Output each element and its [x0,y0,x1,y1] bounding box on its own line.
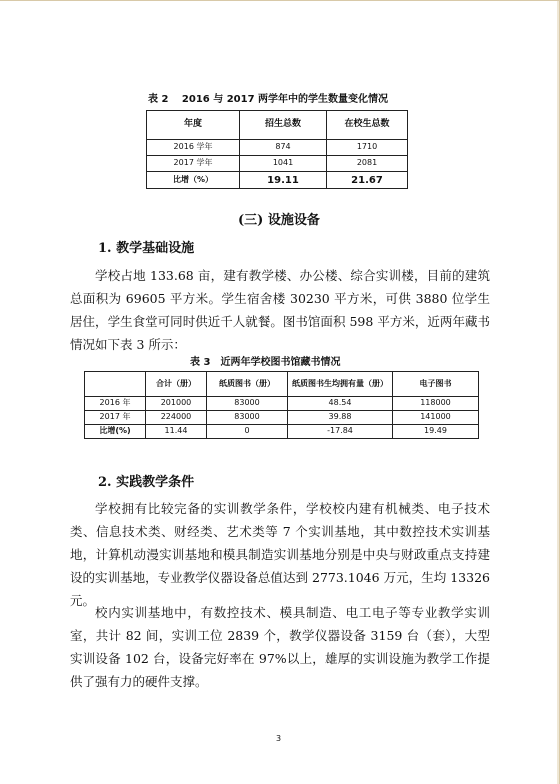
table-cell: 48.54 [288,397,393,411]
header-cell: 电子图书 [393,372,479,397]
table-cell: 2016 年 [85,397,146,411]
table-cell: 比增(%) [85,425,146,439]
table3-caption: 表 3 近两年学校图书馆藏书情况 [190,357,341,368]
table-cell: 83000 [207,397,288,411]
table-row [147,156,408,172]
table-cell: 1041 [240,156,327,172]
table-cell: 2017 学年 [147,156,240,172]
paragraph: 学校占地 133.68 亩，建有教学楼、办公楼、综合实训楼，目前的建筑总面积为 69605 平方米。学生宿舍楼 30230 平方米，可供 3880 位学生居住，学生食堂可同时供近千人就餐。图书馆面积 598 平方米，近两年藏书情况如下表 3 所示： [70,268,490,352]
table-row [85,411,479,425]
table-cell: 比增（%） [147,172,240,189]
header-cell [85,372,146,397]
library-collection-table [84,371,479,439]
table-cell: 201000 [146,397,207,411]
table-cell: 118000 [393,397,479,411]
subsection-title: 2. 实践教学条件 [98,475,195,490]
table-header-row [147,111,408,140]
table-cell: 2081 [327,156,408,172]
table-row [85,397,479,411]
header-cell: 纸质图书生均拥有量（册） [288,372,393,397]
page-number: 3 [276,734,282,743]
header-cell: 在校生总数 [327,111,408,140]
table-cell: 39.88 [288,411,393,425]
table-cell: 21.67 [327,172,408,189]
table-row [85,425,479,439]
paragraph: 校内实训基地中，有数控技术、模具制造、电工电子等专业教学实训室，共计 82 间，实训工位 2839 个，教学仪器设备 3159 台（套），大型实训设备 102 台，设备完好率在 97%以上，雄厚的实训设施为教学工作提供了强有力的硬件支撑。 [70,605,490,689]
subsection-title: 1. 教学基础设施 [98,241,195,256]
table-cell: 0 [207,425,288,439]
section-title: (三) 设施设备 [238,213,320,228]
table-cell: 19.11 [240,172,327,189]
table-cell: 19.49 [393,425,479,439]
table-cell: 141000 [393,411,479,425]
table-cell: 11.44 [146,425,207,439]
header-cell: 年度 [147,111,240,140]
table-cell: 83000 [207,411,288,425]
table-cell: 2017 年 [85,411,146,425]
student-count-table [146,110,408,189]
header-cell: 合计（册） [146,372,207,397]
table-row [147,172,408,189]
paragraph: 学校拥有比较完备的实训教学条件，学校校内建有机械类、电子技术类、信息技术类、财经类、艺术类等 7 个实训基地，其中数控技术实训基地，计算机动漫实训基地和模具制造实训基地分别是中央与财政重点支持建设的实训基地，专业教学仪器设备总值达到 2773.1046 万元，生均 13326 元。 [70,501,490,608]
header-cell: 招生总数 [240,111,327,140]
table-header-row [85,372,479,397]
table-cell: 1710 [327,140,408,156]
header-cell: 纸质图书（册） [207,372,288,397]
table2-caption: 表 2 2016 与 2017 两学年中的学生数量变化情况 [148,94,389,105]
table-cell: -17.84 [288,425,393,439]
table-row [147,140,408,156]
table-cell: 224000 [146,411,207,425]
table-cell: 2016 学年 [147,140,240,156]
table-cell: 874 [240,140,327,156]
